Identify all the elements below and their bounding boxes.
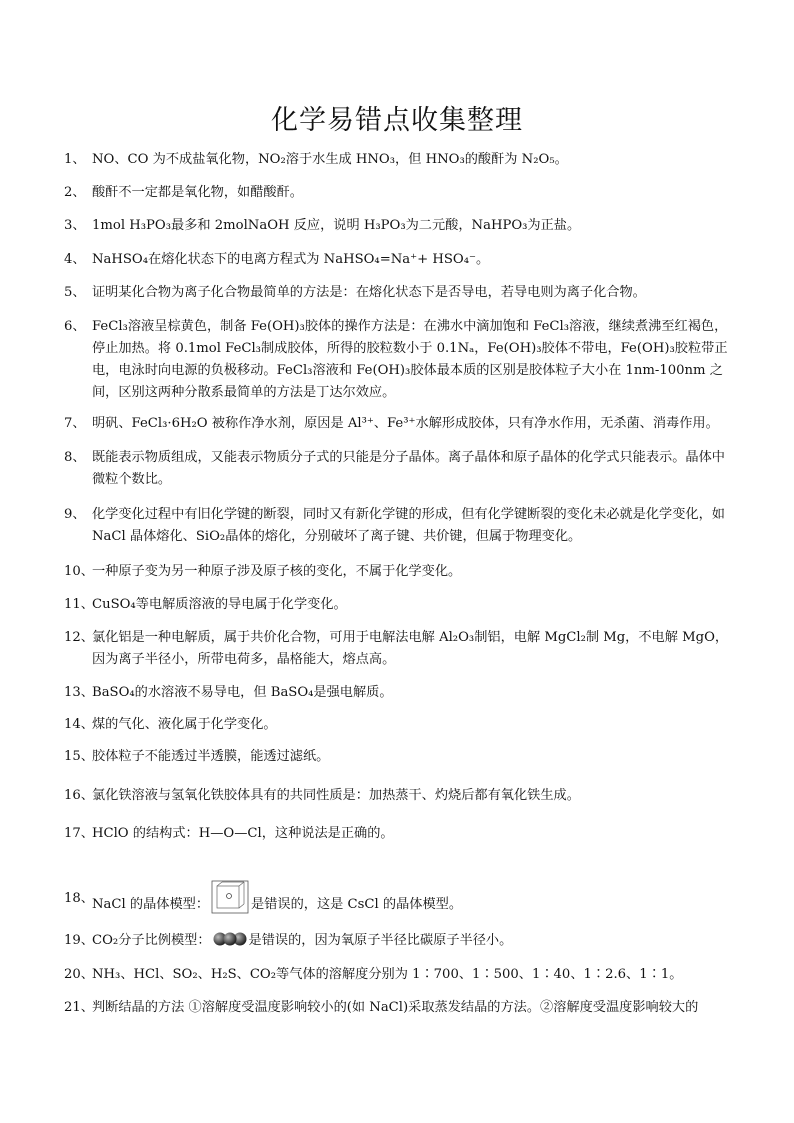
list-item bbox=[64, 561, 734, 583]
list-item bbox=[64, 447, 734, 491]
item-text-continued: 是错误的，这是 CsCl 的晶体模型。 bbox=[251, 897, 463, 912]
item-text-continued: 是错误的，因为氧原子半径比碳原子半径小。 bbox=[248, 933, 513, 948]
item-text: 煤的气化、液化属于化学变化。 bbox=[92, 717, 277, 732]
list-item bbox=[64, 413, 734, 435]
item-text: 化学变化过程中有旧化学键的断裂，同时又有新化学键的形成，但有化学键断裂的变化未必就是化学变化，如 NaCl 晶体熔化、SiO₂晶体的熔化，分别破坏了离子键、共价键，但属于物理变化。 bbox=[92, 507, 725, 544]
co2-space-filling-icon bbox=[213, 932, 247, 946]
item-number: 16、 bbox=[64, 788, 94, 803]
item-number: 6、 bbox=[64, 319, 86, 334]
list-item bbox=[64, 316, 734, 404]
item-number: 3、 bbox=[64, 218, 86, 233]
item-text: 判断结晶的方法 ①溶解度受温度影响较小的(如 NaCl)采取蒸发结晶的方法。②溶解度受温度影响较大的 bbox=[92, 1000, 699, 1015]
item-text: 氯化铁溶液与氢氧化铁胶体具有的共同性质是：加热蒸干、灼烧后都有氧化铁生成。 bbox=[92, 788, 580, 803]
item-text: BaSO₄的水溶液不易导电，但 BaSO₄是强电解质。 bbox=[92, 685, 393, 700]
item-number: 9、 bbox=[64, 507, 86, 522]
list-item bbox=[64, 964, 734, 986]
item-number: 19、 bbox=[64, 933, 94, 948]
item-text: CuSO₄等电解质溶液的导电属于化学变化。 bbox=[92, 597, 347, 612]
item-number: 7、 bbox=[64, 416, 86, 431]
item-text: 酸酐不一定都是氧化物，如醋酸酐。 bbox=[92, 185, 303, 200]
list-item bbox=[64, 627, 734, 671]
item-text: 明矾、FeCl₃·6H₂O 被称作净水剂，原因是 Al³⁺、Fe³⁺水解形成胶体，只有净水作用，无杀菌、消毒作用。 bbox=[92, 416, 719, 431]
item-text: NaHSO₄在熔化状态下的电离方程式为 NaHSO₄=Na⁺+ HSO₄⁻。 bbox=[92, 252, 490, 267]
list-item bbox=[64, 182, 734, 204]
item-number: 10、 bbox=[64, 564, 94, 579]
item-number: 11、 bbox=[64, 597, 94, 612]
item-text: 胶体粒子不能透过半透膜，能透过滤纸。 bbox=[92, 749, 330, 764]
item-number: 8、 bbox=[64, 450, 86, 465]
list-item bbox=[64, 714, 734, 736]
item-text: 证明某化合物为离子化合物最简单的方法是：在熔化状态下是否导电，若导电则为离子化合物。 bbox=[92, 285, 646, 300]
list-item bbox=[64, 282, 734, 304]
list-item bbox=[64, 149, 734, 171]
item-text: 既能表示物质组成，又能表示物质分子式的只能是分子晶体。离子晶体和原子晶体的化学式只能表示。晶体中微粒个数比。 bbox=[92, 450, 725, 487]
list-item bbox=[64, 880, 734, 924]
list-item bbox=[64, 215, 734, 237]
list-item bbox=[64, 785, 734, 807]
list-item bbox=[64, 504, 734, 548]
crystal-lattice-icon bbox=[211, 880, 249, 914]
item-text: 氯化铝是一种电解质，属于共价化合物，可用于电解法电解 Al₂O₃制铝，电解 MgCl₂制 Mg，不电解 MgO，因为离子半径小，所带电荷多，晶格能大，熔点高。 bbox=[92, 630, 729, 667]
item-text: 一种原子变为另一种原子涉及原子核的变化，不属于化学变化。 bbox=[92, 564, 462, 579]
item-text: NO、CO 为不成盐氧化物，NO₂溶于水生成 HNO₃，但 HNO₃的酸酐为 N₂O₅。 bbox=[92, 152, 568, 167]
item-text: HClO 的结构式：H—O—Cl，这种说法是正确的。 bbox=[92, 826, 394, 841]
list-item bbox=[64, 594, 734, 616]
list-item bbox=[64, 746, 734, 768]
item-text: NH₃、HCl、SO₂、H₂S、CO₂等气体的溶解度分别为 1∶700、1∶500、1∶40、1∶2.6、1∶1。 bbox=[92, 967, 683, 982]
item-number: 5、 bbox=[64, 285, 86, 300]
item-number: 14、 bbox=[64, 717, 94, 732]
item-number: 13、 bbox=[64, 685, 94, 700]
list-item bbox=[64, 823, 734, 845]
list-item bbox=[64, 682, 734, 704]
item-number: 1、 bbox=[64, 152, 86, 167]
item-number: 15、 bbox=[64, 749, 94, 764]
item-text: CO₂分子比例模型： bbox=[92, 933, 211, 948]
item-number: 20、 bbox=[64, 967, 94, 982]
item-number: 12、 bbox=[64, 630, 94, 645]
item-number: 21、 bbox=[64, 1000, 94, 1015]
item-number: 18、 bbox=[64, 891, 94, 906]
item-text: FeCl₃溶液呈棕黄色，制备 Fe(OH)₃胶体的操作方法是：在沸水中滴加饱和 FeCl₃溶液，继续煮沸至红褐色，停止加热。将 0.1mol FeCl₃制成胶体，所得的胶粒数小于 0.1Nₐ，Fe(OH)₃胶体不带电，Fe(OH)₃胶粒带正电，电泳时向电源的负极移动。FeCl₃溶液和 Fe(OH)₃胶体最本质的区别是胶体粒子大小在 1nm-100nm 之间，区别这两种分散系最简单的方法是丁达尔效应。 bbox=[92, 319, 728, 400]
page-title: 化学易错点收集整理 bbox=[271, 105, 523, 136]
list-item bbox=[64, 997, 734, 1019]
item-number: 2、 bbox=[64, 185, 86, 200]
list-item bbox=[64, 249, 734, 271]
item-text: 1mol H₃PO₃最多和 2molNaOH 反应，说明 H₃PO₃为二元酸，NaHPO₃为正盐。 bbox=[92, 218, 581, 233]
list-item bbox=[64, 930, 734, 952]
item-number: 4、 bbox=[64, 252, 86, 267]
item-text: NaCl 的晶体模型： bbox=[92, 897, 210, 912]
item-number: 17、 bbox=[64, 826, 94, 841]
